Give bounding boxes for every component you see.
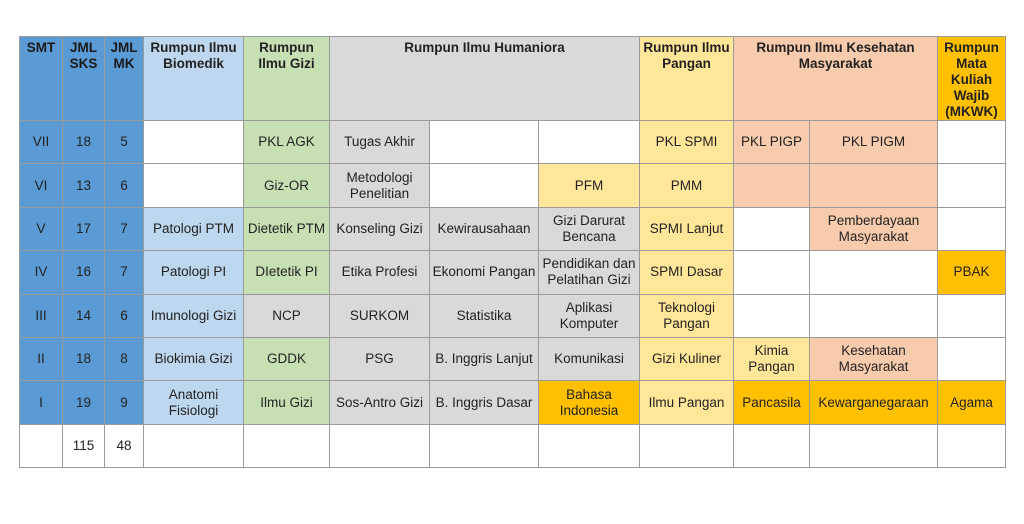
header-pangan: Rumpun Ilmu Pangan	[640, 37, 734, 121]
course-cell	[430, 121, 539, 164]
totals-row	[20, 424, 1006, 467]
header-gizi: Rumpun Ilmu Gizi	[244, 37, 330, 121]
course-cell	[539, 121, 640, 164]
course-cell	[144, 121, 244, 164]
course-cell: PFM	[539, 164, 640, 207]
course-cell	[810, 164, 938, 207]
course-cell: Aplikasi Komputer	[539, 294, 640, 337]
course-cell: GDDK	[244, 337, 330, 380]
course-cell	[938, 164, 1006, 207]
table-row	[20, 337, 1006, 380]
header-smt: SMT	[20, 37, 63, 121]
course-cell	[938, 207, 1006, 250]
course-cell: Konseling Gizi	[330, 207, 430, 250]
table-row	[20, 164, 1006, 207]
table-row	[20, 207, 1006, 250]
empty-cell	[330, 424, 430, 467]
header-biomedik: Rumpun Ilmu Biomedik	[144, 37, 244, 121]
empty-cell	[244, 424, 330, 467]
empty-cell	[539, 424, 640, 467]
semester-cell: II	[20, 337, 63, 380]
sks-cell: 19	[63, 381, 105, 424]
mk-cell: 8	[105, 337, 144, 380]
table-row	[20, 381, 1006, 424]
empty-cell	[144, 424, 244, 467]
course-cell: Tugas Akhir	[330, 121, 430, 164]
semester-cell: VII	[20, 121, 63, 164]
table-row	[20, 121, 1006, 164]
course-cell	[734, 294, 810, 337]
mk-cell: 6	[105, 164, 144, 207]
course-cell	[430, 164, 539, 207]
course-cell: PKL PIGM	[810, 121, 938, 164]
header-mkwk: Rumpun Mata Kuliah Wajib (MKWK)	[938, 37, 1006, 121]
mk-cell: 6	[105, 294, 144, 337]
semester-cell: III	[20, 294, 63, 337]
course-cell: SPMI Dasar	[640, 251, 734, 294]
sks-cell: 16	[63, 251, 105, 294]
course-cell: Kimia Pangan	[734, 337, 810, 380]
course-cell: Pemberdayaan Masyarakat	[810, 207, 938, 250]
course-cell: Pendidikan dan Pelatihan Gizi	[539, 251, 640, 294]
course-cell: B. Inggris Dasar	[430, 381, 539, 424]
empty-cell	[640, 424, 734, 467]
mk-cell: 7	[105, 251, 144, 294]
course-cell	[734, 164, 810, 207]
mk-cell: 5	[105, 121, 144, 164]
total-sks: 115	[63, 424, 105, 467]
course-cell: Ilmu Gizi	[244, 381, 330, 424]
course-cell: PKL SPMI	[640, 121, 734, 164]
course-cell: Teknologi Pangan	[640, 294, 734, 337]
course-cell: B. Inggris Lanjut	[430, 337, 539, 380]
course-cell: Metodologi Penelitian	[330, 164, 430, 207]
course-cell	[938, 294, 1006, 337]
semester-cell: IV	[20, 251, 63, 294]
course-cell: SURKOM	[330, 294, 430, 337]
semester-cell: VI	[20, 164, 63, 207]
course-cell: Gizi Kuliner	[640, 337, 734, 380]
course-cell	[810, 294, 938, 337]
course-cell: Kesehatan Masyarakat	[810, 337, 938, 380]
mk-cell: 9	[105, 381, 144, 424]
course-cell: Kewirausahaan	[430, 207, 539, 250]
sks-cell: 17	[63, 207, 105, 250]
semester-cell: I	[20, 381, 63, 424]
course-cell: PKL AGK	[244, 121, 330, 164]
course-cell: PKL PIGP	[734, 121, 810, 164]
course-cell: SPMI Lanjut	[640, 207, 734, 250]
table-row	[20, 251, 1006, 294]
course-cell	[734, 251, 810, 294]
course-cell: Kewarganegaraan	[810, 381, 938, 424]
curriculum-table	[19, 36, 1006, 468]
course-cell: Patologi PI	[144, 251, 244, 294]
course-cell: PMM	[640, 164, 734, 207]
course-cell: NCP	[244, 294, 330, 337]
course-cell: PBAK	[938, 251, 1006, 294]
course-cell	[810, 251, 938, 294]
table-body	[20, 121, 1006, 468]
course-cell: Anatomi Fisiologi	[144, 381, 244, 424]
course-cell	[938, 337, 1006, 380]
course-cell: Ekonomi Pangan	[430, 251, 539, 294]
course-cell: DIetetik PI	[244, 251, 330, 294]
course-cell	[734, 207, 810, 250]
sks-cell: 13	[63, 164, 105, 207]
header-humaniora: Rumpun Ilmu Humaniora	[330, 37, 640, 121]
header-jml-sks: JML SKS	[63, 37, 105, 121]
header-row	[20, 37, 1006, 121]
empty-cell	[430, 424, 539, 467]
course-cell	[938, 121, 1006, 164]
header-kesmas: Rumpun Ilmu Kesehatan Masyarakat	[734, 37, 938, 121]
course-cell: Gizi Darurat Bencana	[539, 207, 640, 250]
course-cell: Dietetik PTM	[244, 207, 330, 250]
course-cell: Giz-OR	[244, 164, 330, 207]
course-cell: Agama	[938, 381, 1006, 424]
course-cell: Komunikasi	[539, 337, 640, 380]
total-label-cell	[20, 424, 63, 467]
mk-cell: 7	[105, 207, 144, 250]
course-cell: PSG	[330, 337, 430, 380]
course-cell: Etika Profesi	[330, 251, 430, 294]
empty-cell	[938, 424, 1006, 467]
sks-cell: 14	[63, 294, 105, 337]
course-cell: Pancasila	[734, 381, 810, 424]
table-row	[20, 294, 1006, 337]
sks-cell: 18	[63, 337, 105, 380]
course-cell: Biokimia Gizi	[144, 337, 244, 380]
header-jml-mk: JML MK	[105, 37, 144, 121]
total-mk: 48	[105, 424, 144, 467]
course-cell: Imunologi Gizi	[144, 294, 244, 337]
course-cell: Sos-Antro Gizi	[330, 381, 430, 424]
course-cell: Ilmu Pangan	[640, 381, 734, 424]
course-cell: Statistika	[430, 294, 539, 337]
empty-cell	[734, 424, 810, 467]
course-cell	[144, 164, 244, 207]
course-cell: Patologi PTM	[144, 207, 244, 250]
sks-cell: 18	[63, 121, 105, 164]
empty-cell	[810, 424, 938, 467]
course-cell: Bahasa Indonesia	[539, 381, 640, 424]
semester-cell: V	[20, 207, 63, 250]
